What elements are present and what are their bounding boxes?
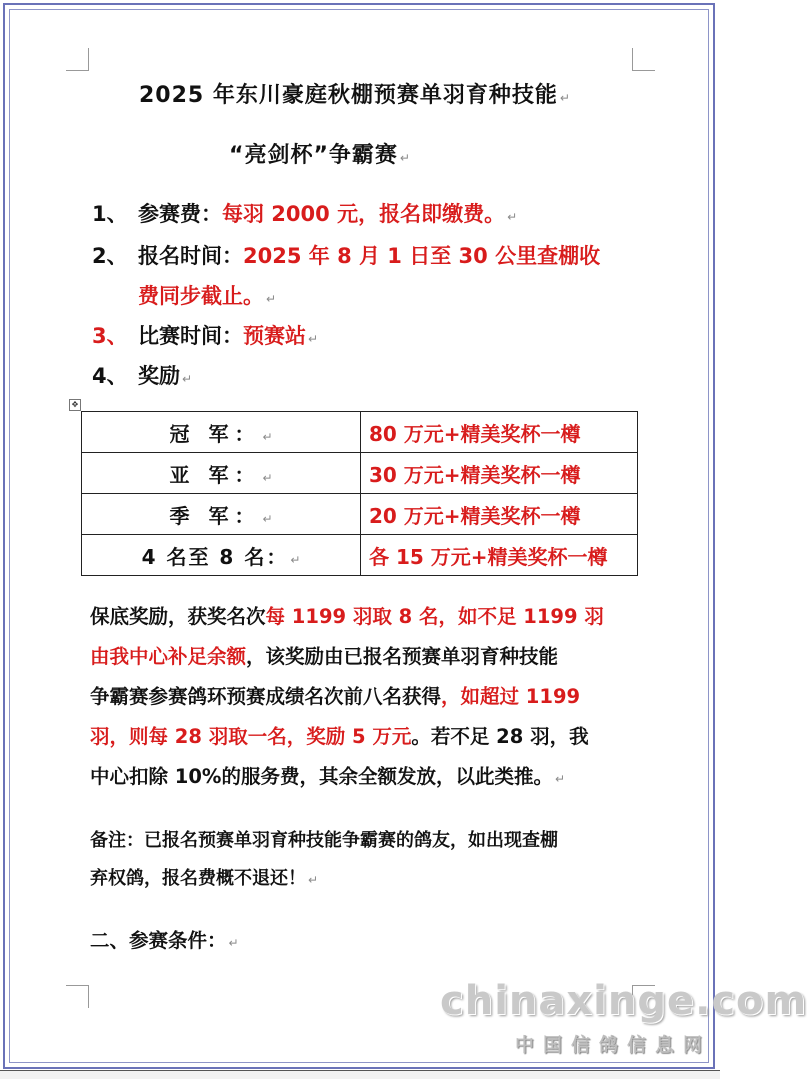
title-line-2 — [229, 138, 411, 169]
paragraph-mark-icon: ↵ — [559, 91, 571, 105]
award-prize-cell — [361, 453, 638, 494]
text-run: 。若不足 28 羽，我 — [411, 725, 589, 748]
award-place: 4 名至 8 名： — [141, 544, 289, 569]
title-line-1 — [139, 78, 571, 109]
paragraph-mark-icon: ↵ — [262, 511, 273, 526]
paragraph-mark-icon: ↵ — [290, 552, 301, 567]
text-run: ，该奖励由已报名预赛单羽育种技能 — [246, 645, 559, 668]
paragraph-mark-icon: ↵ — [262, 429, 273, 444]
table-move-handle-icon[interactable]: ✥ — [69, 399, 81, 411]
award-place: 亚 军： — [169, 462, 261, 487]
award-place-cell — [82, 412, 361, 453]
paragraph-mark-icon: ↵ — [262, 470, 273, 485]
section-heading-text: 二、参赛条件： — [90, 929, 227, 952]
award-place-cell — [82, 453, 361, 494]
note-paragraph — [90, 822, 650, 899]
paragraph-mark-icon: ↵ — [399, 151, 411, 165]
paragraph-mark-icon: ↵ — [266, 292, 277, 306]
item-value: 2025 年 8 月 1 日至 30 公里查棚收 — [243, 244, 601, 268]
paragraph-mark-icon: ↵ — [308, 332, 319, 346]
award-place-cell — [82, 494, 361, 535]
title-line-2-text: “亮剑杯”争霸赛 — [229, 143, 398, 168]
title-line-1-text: 2025 年东川豪庭秋棚预赛单羽育种技能 — [139, 83, 558, 108]
note-line: 备注：已报名预赛单羽育种技能争霸赛的鸽友，如出现查棚 — [90, 830, 558, 851]
award-place-cell — [82, 535, 361, 576]
text-run: 争霸赛参赛鸽环预赛成绩名次前八名获得 — [90, 685, 442, 708]
item-label: 参赛费： — [138, 202, 222, 226]
paragraph-line — [90, 677, 650, 717]
paragraph-line — [90, 597, 650, 637]
item-value-cont: 费同步截止。 — [138, 284, 264, 308]
item-label: 报名时间： — [138, 244, 243, 268]
award-prize: 各 15 万元+精美奖杯一樽 — [369, 544, 608, 569]
paragraph-mark-icon: ↵ — [308, 873, 319, 887]
note-line-2 — [90, 860, 650, 899]
paragraph-line — [90, 637, 650, 677]
crop-mark-bottom-left — [66, 985, 89, 1008]
award-prize-cell — [361, 494, 638, 535]
award-place: 冠 军： — [169, 421, 261, 446]
item-value: 每羽 2000 元，报名即缴费。 — [222, 202, 506, 226]
watermark-site-name: 中国信鸽信息网 — [515, 1034, 712, 1056]
award-prize-cell — [361, 412, 638, 453]
item-label: 比赛时间： — [138, 324, 243, 348]
award-prize: 30 万元+精美奖杯一樽 — [369, 462, 581, 487]
bottom-strip — [0, 1070, 720, 1079]
item-number: 4、 — [92, 364, 128, 388]
text-run: 保底奖励，获奖名次 — [90, 605, 266, 628]
table-row — [82, 412, 638, 453]
award-prize: 20 万元+精美奖杯一樽 — [369, 503, 581, 528]
item-number: 1、 — [92, 202, 128, 226]
section-heading-conditions — [90, 925, 239, 953]
item-number: 3、 — [92, 324, 128, 348]
award-place: 季 军： — [169, 503, 261, 528]
note-line-text: 弃权鸽，报名费概不退还！ — [90, 868, 306, 889]
item-rewards — [92, 360, 192, 390]
text-run-red: 羽，则每 28 羽取一名，奖励 5 万元 — [90, 725, 412, 748]
item-number: 2、 — [92, 244, 128, 268]
award-prize: 80 万元+精美奖杯一樽 — [369, 421, 581, 446]
crop-mark-top-right — [632, 48, 655, 71]
paragraph-line — [90, 717, 650, 757]
crop-mark-top-left — [66, 48, 89, 71]
table-row — [82, 535, 638, 576]
paragraph-mark-icon: ↵ — [507, 210, 518, 224]
table-row — [82, 453, 638, 494]
paragraph-line — [90, 757, 650, 799]
item-value: 预赛站 — [243, 324, 306, 348]
text-run-red: 由我中心补足余额 — [90, 645, 247, 668]
text-run: 中心扣除 10%的服务费，其余全额发放，以此类推。 — [90, 765, 553, 788]
item-registration-time-cont — [138, 280, 276, 310]
item-race-time — [92, 320, 318, 350]
award-prize-cell — [361, 535, 638, 576]
watermark-domain: chinaxinge.com — [440, 978, 807, 1024]
paragraph-mark-icon: ↵ — [554, 772, 566, 786]
guarantee-paragraph — [90, 597, 650, 799]
text-run-red: ，如超过 1199 — [441, 685, 581, 708]
paragraph-mark-icon: ↵ — [228, 936, 239, 950]
item-label: 奖励 — [138, 364, 180, 388]
item-entry-fee — [92, 198, 517, 228]
table-row — [82, 494, 638, 535]
awards-table — [81, 411, 638, 576]
paragraph-mark-icon: ↵ — [182, 372, 193, 386]
item-registration-time — [92, 240, 600, 270]
text-run-red: 每 1199 羽取 8 名，如不足 1199 羽 — [265, 605, 604, 628]
